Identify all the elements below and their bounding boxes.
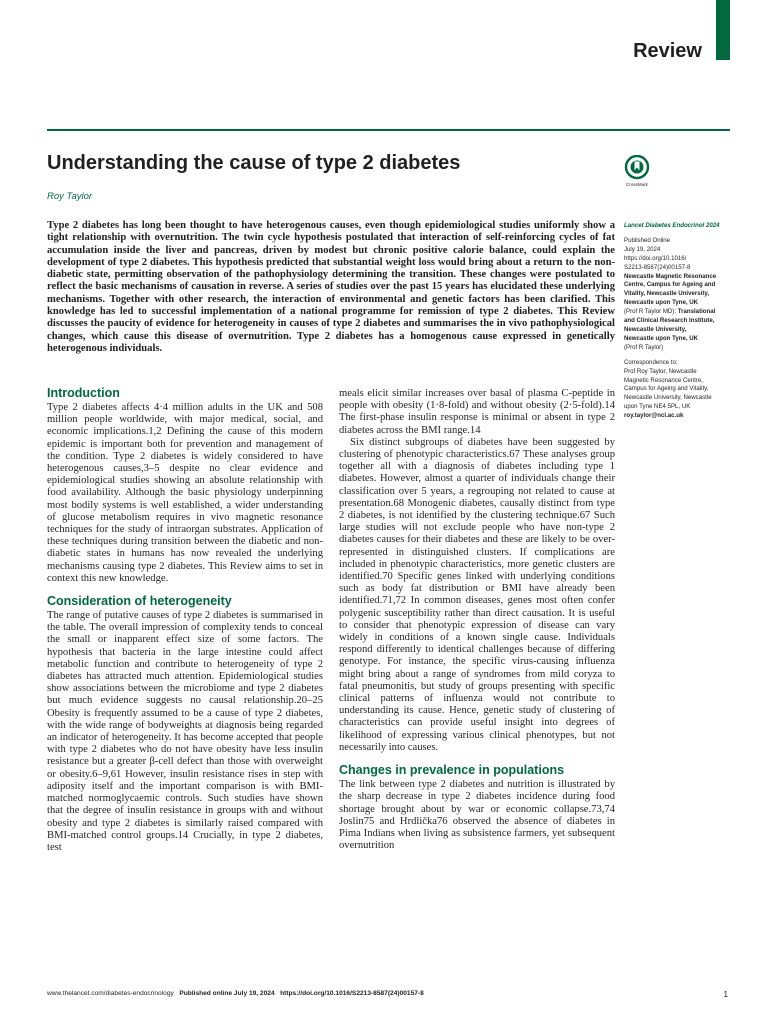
header-rule [47,129,730,131]
affiliation-author-note: (Prof R Taylor MD); [624,308,677,316]
affiliation-1-line1: Newcastle Magnetic Resonance [624,272,717,280]
journal-citation: Lancet Diabetes Endocrinol 2024 [624,222,720,229]
doi-link-line2[interactable]: S2213-8587(24)00157-8 [624,263,691,271]
correspondence-email[interactable]: roy.taylor@ncl.ac.uk [624,412,684,420]
page-footer [47,990,730,997]
paragraph-prevalence: The link between type 2 diabetes and nutrition is illustrated by the sharp decrease in type 2 diabetes incidence during food shortage brought about by war or economic collapse.73,74 Joslin75 and Hrdlička76 observed the absence of diabetes in Pima Indians when living as subsistence farmers, yet subsequent overnutrition [339,779,615,852]
affiliation-2-line2: and Clinical Research Institute, [624,317,715,325]
body-column-1 [47,386,323,854]
correspondence-line5: Newcastle University, Newcastle [624,394,712,402]
affiliation-2-line3: Newcastle University, [624,325,687,333]
affiliation-1-line4: Newcastle upon Tyne, UK [624,299,699,307]
heading-heterogeneity: Consideration of heterogeneity [47,594,232,609]
heading-prevalence: Changes in prevalence in populations [339,763,565,778]
correspondence-label: Correspondence to: [624,358,678,366]
footer-url[interactable]: www.thelancet.com/diabetes-endocrinology [47,990,174,997]
abstract: Type 2 diabetes has long been thought to have heterogenous causes, even though epidemiological studies uniformly show a tight relationship with overnutrition. The twin cycle hypothesis postulated that interaction of self-reinforcing cycles of fat accumulation inside the liver and pancreas, driven by modest but chronic positive calorie balance, could explain the development of type 2 diabetes. This hypothesis predicted that substantial weight loss would bring about a return to the non-diabetic state, permitting observation of the pathophysiology determining the transition. These changes were postulated to reflect the basic mechanisms of causation in reverse. A series of studies over the past 15 years has elucidated these underlying mechanisms. Together with other research, the interaction of environmental and genetic factors has been clarified. This knowledge has led to successful implementation of a national programme for remission of type 2 diabetes. This Review discusses the paucity of evidence for heterogeneity in causes of type 2 diabetes and summarises the in vivo pathophysiological changes, which cause this disease of overnutrition. Type 2 diabetes has a homogenous cause expressed in genetically heterogenous individuals. [47,220,615,354]
article-info-sidebar [624,222,730,421]
correspondence-line3: Magnetic Resonance Centre, [624,376,703,384]
published-label: Published Online [624,236,671,244]
crossmark-label: CrossMark [626,182,648,187]
page-number: 1 [723,990,728,999]
affiliation-1-line2: Centre, Campus for Ageing and [624,281,716,289]
correspondence-line4: Campus for Ageing and Vitality, [624,385,709,393]
affiliation-2-line4: Newcastle upon Tyne, UK [624,334,699,342]
published-date: July 19, 2024 [624,245,661,253]
body-column-2 [339,388,615,852]
crossmark-icon[interactable] [623,155,651,189]
section-label: Review [633,40,702,62]
footer-doi[interactable]: https://doi.org/10.1016/S2213-8587(24)00157-8 [280,990,424,997]
paragraph-introduction: Type 2 diabetes affects 4·4 million adults in the UK and 508 million people worldwide, with major medical, social, and economic implications.1,2 Defining the cause of this modern epidemic is important both for prevention and management of the condition. Type 2 diabetes is widely considered to have heterogenous causes,3–5 despite no clear evidence and epidemiological studies showing an absolute relationship with food availability. Although the basic physiology underpinning most bodily systems is well established, a wider understanding of glucose metabolism requires in vivo magnetic resonance techniques for the study of intraorgan substrates. Application of these techniques during transition between the diabetic and non-diabetic states in humans has now revealed the underlying mechanisms causing type 2 diabetes. This Review aims to set in context this new knowledge. [47,402,323,584]
correspondence-line6: upon Tyne NE4 5PL, UK [624,403,691,411]
doi-link-line1[interactable]: https://doi.org/10.1016/ [624,254,687,262]
affiliation-2-line5: (Prof R Taylor) [624,343,664,351]
article-author[interactable]: Roy Taylor [47,191,93,202]
affiliation-2-line1 [624,308,730,317]
heading-introduction: Introduction [47,386,120,400]
affiliation-1-line3: Vitality, Newcastle University, [624,290,710,298]
paragraph-heterogeneity: The range of putative causes of type 2 diabetes is summarised in the table. The overall impression of complexity tends to conceal the small or inapparent effect size of some factors. The hypothesis that bacteria in the large intestine could affect metabolic function and contribute to heterogeneity of type 2 diabetes has attracted much attention. Epidemiological studies show associations between the microbiome and type 2 diabetes but much evidence suggests no causal relationship.20–25 Obesity is frequently assumed to be a cause of type 2 diabetes, with the wide range of bodyweights at diagnosis being regarded an indicator of heterogeneity. It has become accepted that people with type 2 diabetes who do not have obesity have less insulin resistance but a greater β-cell defect than those with overweight or obesity.6–9,61 However, insulin resistance rises in step with adiposity itself and the important comparison is with BMI-matched normoglycaemic controls. Such studies have shown that the degree of insulin resistance in groups with and without obesity and type 2 diabetes is similarly raised compared with BMI-matched control groups.14 Crucially, in type 2 diabetes, test [47,610,323,853]
correspondence-line2: Prof Roy Taylor, Newcastle [624,367,697,375]
article-title: Understanding the cause of type 2 diabetes [47,152,461,174]
section-color-tab [716,0,730,60]
paragraph-subgroups: Six distinct subgroups of diabetes have been suggested by clustering of phenotypic characteristics.67 These analyses group together all with a diagnosis of diabetes including type 1 diabetes. However, almost a quarter of individuals change their classification over 5 years, a regrouping not related to cause at presentation.68 Monogenic diabetes, causally distinct from type 2 diabetes, is not identified by the clustering technique.67 Such large studies will not exclude people who have non-type 2 diabetes causes for their diabetes and these are likely to be over-represented in distinguished clusters. If complications are included in phenotypic characteristics, more genetic clusters are identified.70 Specific genes linked with underlying conditions such as body fat distribution or BMI have already been identified.71,72 In common diseases, genes most often confer polygenic susceptibility rather than direct causation. It is useful to consider that phenotypic expression of disease can vary widely in conditions of a known single cause. Individuals respond differently to identical challenges because of differing genotype. For instance, the specific virus-causing influenza might bring about a range of syndromes from mild coryza to fatal pneumonitis, but study of groups presenting with specific clinical patterns of influenza would not contribute to understanding its cause. Hence, genetic study of clustering of characteristics can provide useful insight into degrees of likelihood of expressing various clinical phenotypes, but not necessarily into causes. [339,436,615,753]
paragraph-cpeptide: meals elicit similar increases over basal of plasma C-peptide in people with obesity (1·8-fold) and without obesity (2·5-fold).14 The first-phase insulin response is minimal or absent in type 2 diabetes across the BMI range.14 [339,388,615,436]
footer-published: Published online July 19, 2024 [179,990,275,997]
affiliation-2-start: Translational [676,308,716,316]
